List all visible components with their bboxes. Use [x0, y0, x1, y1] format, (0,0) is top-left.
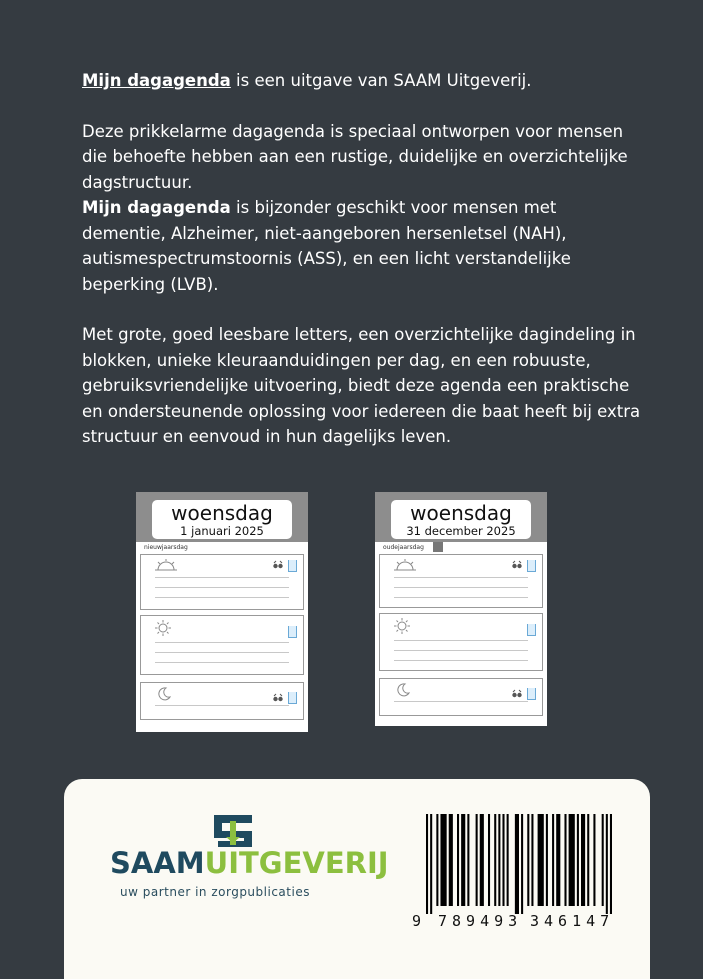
- barcode-bar: [538, 814, 544, 906]
- paragraph-publisher: [82, 68, 642, 94]
- barcode-bar: [457, 814, 459, 906]
- page-title-box: [152, 500, 292, 539]
- barcode-bar: [602, 814, 604, 906]
- writing-line: [155, 705, 289, 706]
- paragraph-text: is een uitgave van SAAM Uitgeverij.: [230, 71, 532, 90]
- page-title-box: [391, 500, 531, 539]
- page-day: woensdag: [171, 501, 273, 525]
- morning-block: [379, 554, 543, 608]
- glasses-icon: [273, 693, 283, 702]
- paragraph-features: Met grote, goed leesbare letters, een overzichtelijke dagindeling in blokken, unieke kleuraanduidingen per dag, en een robuuste, gebruiksvriendelijke uitvoering, biedt deze agenda een praktische en ondersteunende oplossing voor iedereen die baat heeft bij extra structuur en eenvoud in hun dagelijks leven.: [82, 325, 641, 446]
- title-mention: Mijn dagagenda: [82, 71, 231, 90]
- writing-line: [394, 701, 528, 702]
- isbn-first-digit: 9: [412, 912, 422, 930]
- barcode-bar: [436, 814, 438, 906]
- writing-line: [394, 597, 528, 598]
- moon-icon: [396, 683, 410, 697]
- evening-block: [140, 682, 304, 720]
- water-glass-icon: [527, 560, 536, 572]
- wordmark-uitgeverij: UITGEVERIJ: [204, 846, 389, 880]
- isbn-barcode: [426, 814, 612, 914]
- sunrise-icon: [394, 559, 416, 571]
- sun-icon: [155, 620, 171, 636]
- writing-line: [394, 587, 528, 588]
- isbn-group-2: 346147: [530, 912, 615, 930]
- barcode-bar: [606, 814, 608, 914]
- writing-line: [155, 597, 289, 598]
- writing-line: [394, 650, 528, 651]
- water-glass-icon: [527, 688, 536, 700]
- writing-line: [394, 640, 528, 641]
- water-glass-icon: [288, 560, 297, 572]
- barcode-bar: [498, 814, 500, 906]
- barcode-bar: [476, 814, 478, 906]
- writing-line: [155, 577, 289, 578]
- barcode-bar: [507, 814, 509, 906]
- barcode-bar: [426, 814, 428, 914]
- writing-line: [155, 652, 289, 653]
- glasses-icon: [273, 560, 283, 569]
- writing-line: [155, 642, 289, 643]
- sunrise-icon: [155, 559, 177, 571]
- page-day: woensdag: [410, 501, 512, 525]
- barcode-bar: [449, 814, 453, 906]
- barcode-bar: [593, 814, 595, 906]
- barcode-bar: [546, 814, 548, 906]
- glasses-icon: [512, 689, 522, 698]
- special-day-label: nieuwjaarsdag: [144, 544, 188, 551]
- morning-block: [140, 554, 304, 610]
- publisher-wordmark: [110, 846, 389, 880]
- afternoon-block: [379, 613, 543, 671]
- barcode-bar: [515, 814, 519, 914]
- barcode-bar: [552, 814, 554, 906]
- paragraph-suitability: [82, 195, 642, 297]
- barcode-bar: [521, 814, 523, 914]
- wordmark-saam: SAAM: [110, 846, 205, 880]
- sample-page-january: [136, 492, 308, 732]
- publisher-tagline: uw partner in zorgpublicaties: [120, 885, 310, 899]
- writing-line: [155, 587, 289, 588]
- barcode-bar: [430, 814, 432, 914]
- water-glass-icon: [288, 626, 297, 638]
- fireworks-icon: [433, 542, 443, 552]
- barcode-bar: [556, 814, 560, 906]
- evening-block: [379, 678, 543, 716]
- afternoon-block: [140, 615, 304, 675]
- barcode-bar: [577, 814, 579, 906]
- publisher-logo-icon: [212, 813, 258, 849]
- sun-icon: [394, 618, 410, 634]
- description-text: [82, 68, 642, 475]
- barcode-bar: [531, 814, 533, 906]
- sample-page-december: [375, 492, 547, 726]
- barcode-bar: [480, 814, 484, 906]
- water-glass-icon: [527, 624, 536, 636]
- writing-line: [394, 660, 528, 661]
- barcode-bar: [564, 814, 566, 906]
- barcode-bar: [527, 814, 529, 906]
- barcode-bar: [587, 814, 589, 906]
- barcode-bar: [467, 814, 469, 906]
- paragraph-purpose: Deze prikkelarme dagagenda is speciaal ontworpen voor mensen die behoefte hebben aan een rustige, duidelijke en overzichtelijke dagstructuur.: [82, 121, 628, 192]
- barcode-bar: [569, 814, 575, 906]
- barcode-bar: [610, 814, 612, 914]
- publisher-panel: [64, 779, 650, 979]
- barcode-bar: [502, 814, 504, 906]
- barcode-bar: [581, 814, 585, 906]
- barcode-bar: [440, 814, 446, 906]
- water-glass-icon: [288, 692, 297, 704]
- writing-line: [155, 662, 289, 663]
- writing-line: [394, 577, 528, 578]
- title-mention: Mijn dagagenda: [82, 198, 231, 217]
- paragraph-text: is bijzonder geschikt voor mensen met dementie, Alzheimer, niet-aangeboren hersenletsel (NAH), autismespectrumstoornis (ASS), en een licht verstandelijke beperking (LVB).: [82, 198, 571, 294]
- page-date: 31 december 2025: [406, 524, 516, 538]
- barcode-bar: [461, 814, 465, 906]
- isbn-group-1: 789493: [438, 912, 523, 930]
- barcode-bar: [494, 814, 496, 906]
- moon-icon: [157, 687, 171, 701]
- barcode-bar: [488, 814, 490, 906]
- page-date: 1 januari 2025: [180, 524, 264, 538]
- special-day-label: oudejaarsdag: [383, 544, 424, 551]
- glasses-icon: [512, 560, 522, 569]
